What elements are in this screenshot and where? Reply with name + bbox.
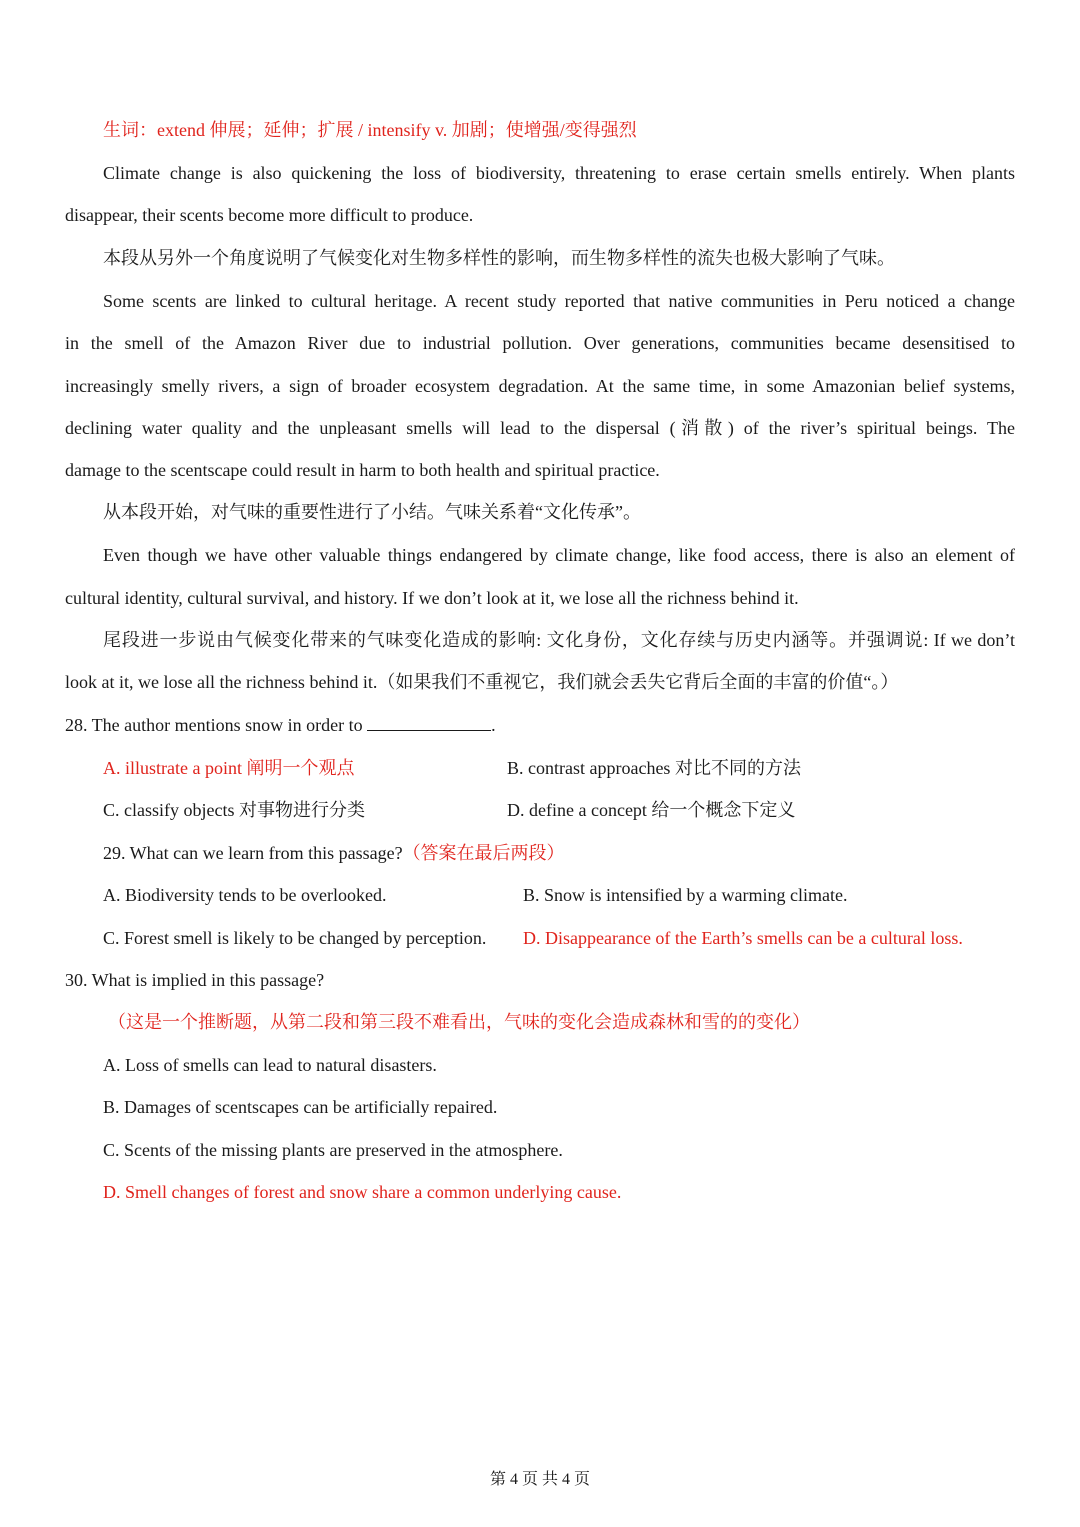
question-29-hint: （答案在最后两段） bbox=[402, 843, 565, 863]
commentary-note-1: 本段从另外一个角度说明了气候变化对生物多样性的影响，而生物多样性的流失也极大影响了气味。 bbox=[103, 248, 895, 268]
paragraph-heritage-line-5: damage to the scentscape could result in harm to both health and spiritual practice. bbox=[65, 460, 660, 480]
commentary-note-3-line-1: 尾段进一步说由气候变化带来的气味变化造成的影响: 文化身份，文化存续与历史内涵等。并强调说: If we don’t bbox=[103, 630, 1015, 650]
commentary-note-2: 从本段开始，对气味的重要性进行了小结。气味关系着“文化传承”。 bbox=[103, 502, 641, 522]
question-28-option-a: A. illustrate a point 阐明一个观点 bbox=[103, 758, 355, 778]
answer-blank bbox=[367, 714, 491, 731]
question-30-stem: 30. What is implied in this passage? bbox=[65, 970, 325, 990]
question-29-option-b: B. Snow is intensified by a warming climate. bbox=[523, 885, 848, 905]
question-28-option-d: D. define a concept 给一个概念下定义 bbox=[507, 800, 796, 820]
question-28-option-b: B. contrast approaches 对比不同的方法 bbox=[507, 758, 801, 778]
question-29-text: 29. What can we learn from this passage? bbox=[103, 843, 403, 863]
question-28-option-c: C. classify objects 对事物进行分类 bbox=[103, 800, 365, 820]
page-footer: 第 4 页 共 4 页 bbox=[489, 1471, 590, 1488]
question-30-option-a: A. Loss of smells can lead to natural disasters. bbox=[103, 1055, 437, 1075]
question-30-option-d: D. Smell changes of forest and snow share a common underlying cause. bbox=[103, 1182, 622, 1202]
question-30-hint: （这是一个推断题，从第二段和第三段不难看出，气味的变化会造成森林和雪的的变化） bbox=[108, 1012, 810, 1032]
question-28-stem bbox=[65, 713, 496, 737]
commentary-note-3-line-2: look at it, we lose all the richness behind it.（如果我们不重视它，我们就会丢失它背后全面的丰富的价值“。） bbox=[65, 672, 899, 692]
question-30-option-c: C. Scents of the missing plants are preserved in the atmosphere. bbox=[103, 1140, 563, 1160]
paragraph-heritage-line-3: increasingly smelly rivers, a sign of broader ecosystem degradation. At the same time, in some Amazonian belief systems, bbox=[65, 376, 1015, 396]
question-28-period: . bbox=[491, 715, 496, 735]
question-28-text: 28. The author mentions snow in order to bbox=[65, 715, 363, 735]
paragraph-biodiversity-line-1: Climate change is also quickening the loss of biodiversity, threatening to erase certain smells entirely. When plants bbox=[103, 163, 1015, 183]
question-29-option-c: C. Forest smell is likely to be changed by perception. bbox=[103, 928, 487, 948]
paragraph-identity-line-2: cultural identity, cultural survival, and history. If we don’t look at it, we lose all the richness behind it. bbox=[65, 588, 799, 608]
paragraph-heritage-line-2: in the smell of the Amazon River due to industrial pollution. Over generations, communities became desensitised to bbox=[65, 333, 1015, 353]
paragraph-biodiversity-line-2: disappear, their scents become more difficult to produce. bbox=[65, 205, 474, 225]
paragraph-identity-line-1: Even though we have other valuable things endangered by climate change, like food access, there is also an element of bbox=[103, 545, 1015, 565]
question-29-option-d: D. Disappearance of the Earth’s smells can be a cultural loss. bbox=[523, 928, 963, 948]
paragraph-heritage-line-4: declining water quality and the unpleasant smells will lead to the dispersal (消散) of the river’s spiritual beings. The bbox=[65, 418, 1015, 438]
paragraph-heritage-line-1: Some scents are linked to cultural heritage. A recent study reported that native communities in Peru noticed a change bbox=[103, 291, 1015, 311]
vocabulary-note: 生词：extend 伸展；延伸；扩展 / intensify v. 加剧；使增强/变得强烈 bbox=[103, 120, 637, 140]
question-29-option-a: A. Biodiversity tends to be overlooked. bbox=[103, 885, 387, 905]
question-30-option-b: B. Damages of scentscapes can be artificially repaired. bbox=[103, 1097, 498, 1117]
question-29-stem bbox=[103, 841, 565, 865]
